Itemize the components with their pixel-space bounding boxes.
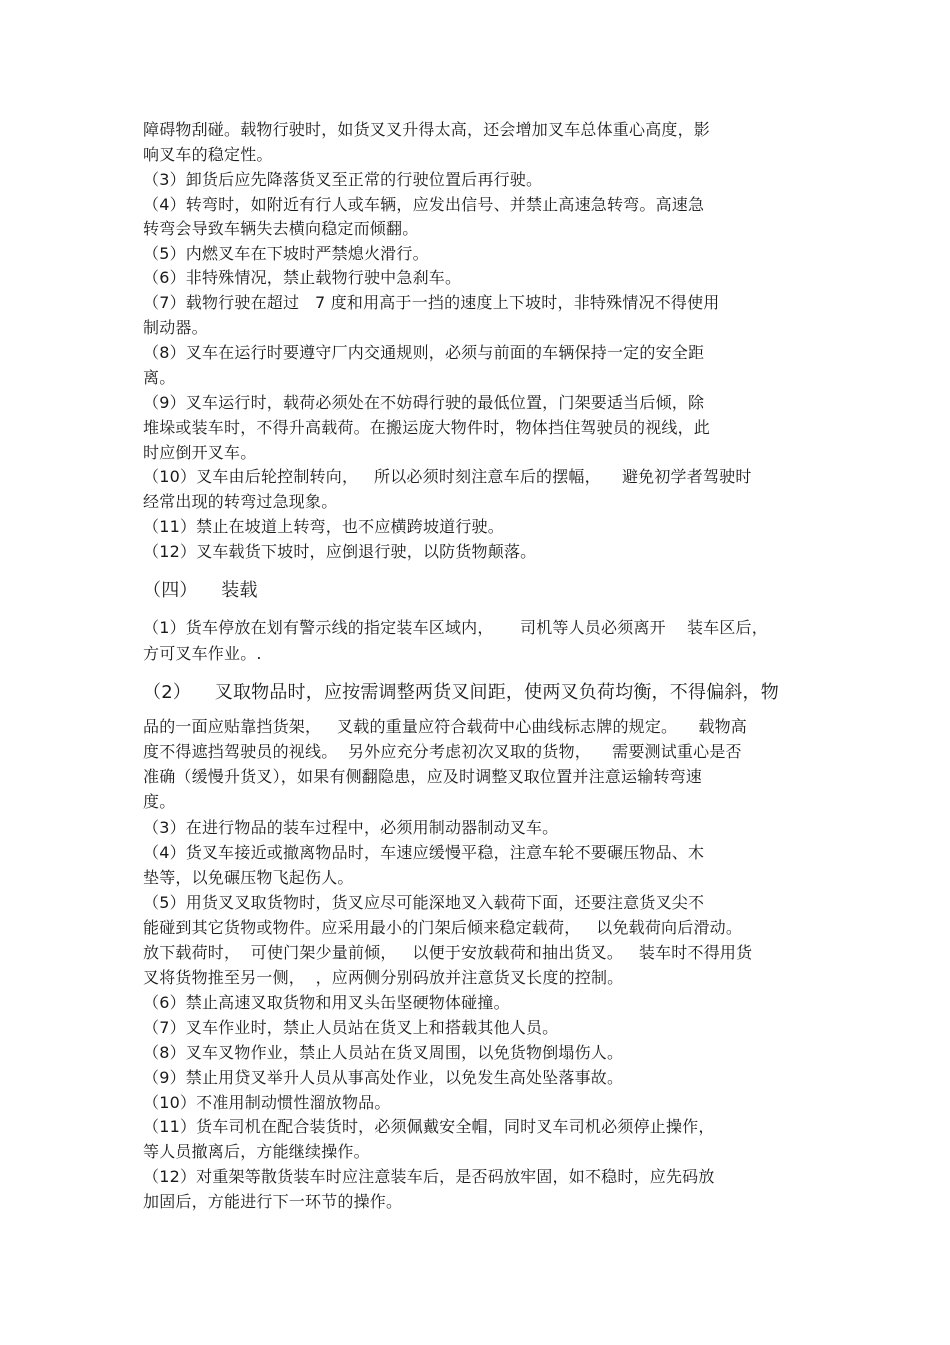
text-line: （2） 叉取物品时，应按需调整两货叉间距，使两叉负荷均衡，不得偏斜，物 [143, 682, 779, 703]
text-line: 垫等，以免碾压物飞起伤人。 [143, 868, 354, 887]
text-line: 放下载荷时， 可使门架少量前倾， 以便于安放载荷和抽出货叉。 装车时不得用货 [143, 943, 753, 962]
text-line: （4）货叉车接近或撤离物品时，车速应缓慢平稳，注意车轮不要碾压物品、木 [143, 843, 705, 862]
text-line: 离。 [143, 368, 176, 387]
text-line: 转弯会导致车辆失去横向稳定而倾翻。 [143, 219, 419, 238]
text-line: （11）禁止在坡道上转弯，也不应横跨坡道行驶。 [143, 517, 504, 536]
text-line: 制动器。 [143, 318, 208, 337]
text-line: （9）叉车运行时，载荷必须处在不妨碍行驶的最低位置，门架要适当后倾，除 [143, 393, 705, 412]
text-line: 加固后，方能进行下一环节的操作。 [143, 1192, 403, 1211]
text-line: （1）货车停放在划有警示线的指定装车区域内， 司机等人员必须离开 装车区后， [143, 618, 768, 637]
text-line: 度不得遮挡驾驶员的视线。 另外应充分考虑初次叉取的货物， 需要测试重心是否 [143, 742, 742, 761]
text-line: 方可叉车作业。. [143, 644, 262, 663]
text-line: （10）不准用制动惯性溜放物品。 [143, 1093, 391, 1112]
text-line: （3）在进行物品的装车过程中，必须用制动器制动叉车。 [143, 818, 559, 837]
text-line: （6）非特殊情况，禁止载物行驶中急刹车。 [143, 268, 462, 287]
text-line: （4）转弯时，如附近有行人或车辆，应发出信号、并禁止高速急转弯。高速急 [143, 195, 705, 214]
text-line: 叉将货物推至另一侧， ，应两侧分别码放并注意货叉长度的控制。 [143, 968, 624, 987]
text-line: 经常出现的转弯过急现象。 [143, 492, 338, 511]
text-line: （7）载物行驶在超过 7 度和用高于一挡的速度上下坡时，非特殊情况不得使用 [143, 293, 720, 312]
text-line: （5）内燃叉车在下坡时严禁熄火滑行。 [143, 244, 429, 263]
text-line: 等人员撤离后，方能继续操作。 [143, 1142, 370, 1161]
text-line: 响叉车的稳定性。 [143, 145, 273, 164]
text-line: （8）叉车叉物作业，禁止人员站在货叉周围，以免货物倒塌伤人。 [143, 1043, 624, 1062]
text-line: （3）卸货后应先降落货叉至正常的行驶位置后再行驶。 [143, 170, 543, 189]
text-line: （9）禁止用贷叉举升人员从事高处作业，以免发生高处坠落事故。 [143, 1068, 624, 1087]
text-line: （11）货车司机在配合装货时，必须佩戴安全帽，同时叉车司机必须停止操作， [143, 1117, 715, 1136]
text-line: （7）叉车作业时，禁止人员站在货叉上和搭载其他人员。 [143, 1018, 559, 1037]
text-line: （5）用货叉叉取货物时，货叉应尽可能深地叉入载荷下面，还要注意货叉尖不 [143, 893, 705, 912]
text-line: 品的一面应贴靠挡货架， 叉载的重量应符合载荷中心曲线标志牌的规定。 载物高 [143, 717, 748, 736]
text-line: （12）对重架等散货装车时应注意装车后，是否码放牢固，如不稳时，应先码放 [143, 1167, 715, 1186]
text-line: （6）禁止高速叉取货物和用叉头缶坚硬物体碰撞。 [143, 993, 510, 1012]
text-line: （10）叉车由后轮控制转向， 所以必须时刻注意车后的摆幅， 避免初学者驾驶时 [143, 467, 752, 486]
text-line: 准确（缓慢升货叉），如果有侧翻隐患，应及时调整叉取位置并注意运输转弯速 [143, 767, 703, 786]
text-line: 障碍物刮碰。载物行驶时，如货叉叉升得太高，还会增加叉车总体重心高度，影 [143, 120, 711, 139]
text-line: 能碰到其它货物或物件。应采用最小的门架后倾来稳定载荷， 以免载荷向后滑动。 [143, 918, 743, 937]
text-line: 堆垛或装车时，不得升高载荷。在搬运庞大物件时，物体挡住驾驶员的视线，此 [143, 418, 711, 437]
text-line: （8）叉车在运行时要遵守厂内交通规则，必须与前面的车辆保持一定的安全距 [143, 343, 705, 362]
text-line: 度。 [143, 792, 176, 811]
text-line: 时应倒开叉车。 [143, 443, 257, 462]
section-heading: （四） 装载 [143, 580, 258, 601]
text-line: （12）叉车载货下坡时，应倒退行驶，以防货物颠落。 [143, 542, 537, 561]
